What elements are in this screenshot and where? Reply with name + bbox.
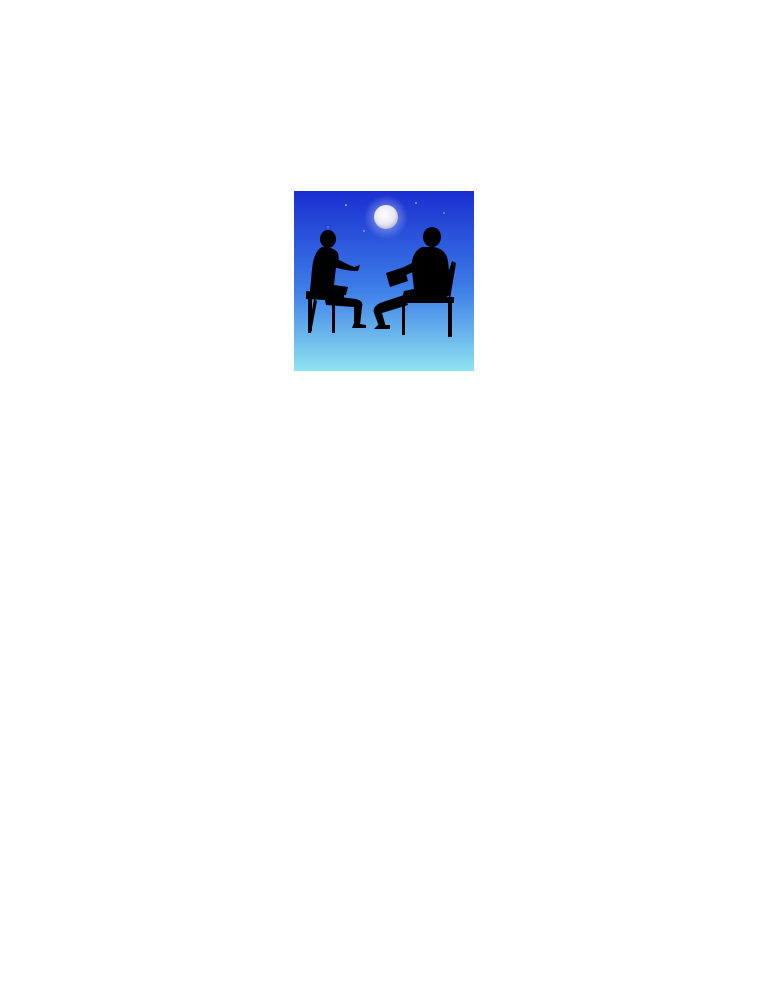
night-shift-illustration	[294, 191, 474, 371]
moon-icon	[374, 205, 398, 229]
tip-text	[136, 755, 684, 773]
